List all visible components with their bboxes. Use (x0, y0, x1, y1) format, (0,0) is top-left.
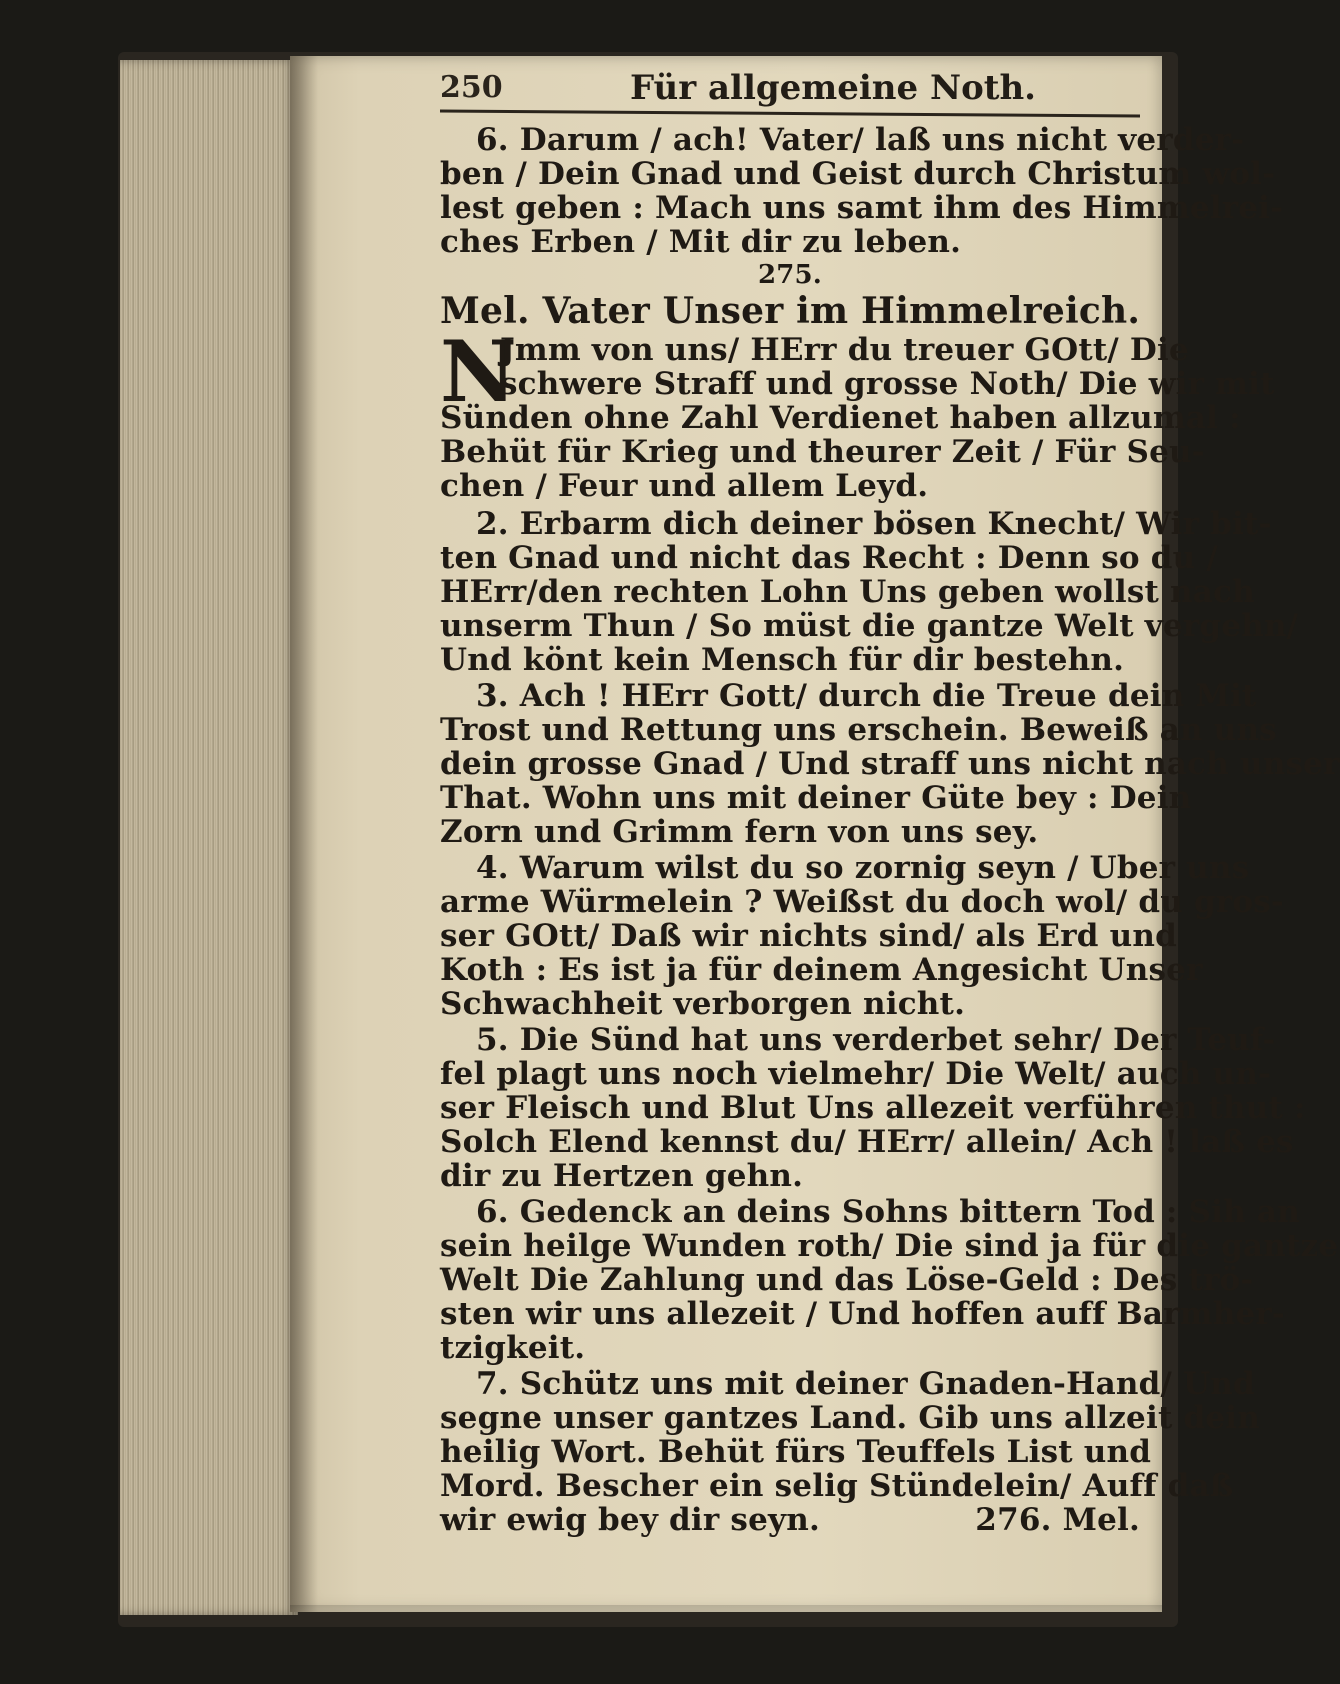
page-edges (120, 60, 298, 1615)
text-line: Koth : Es ist ja für deinem Angesicht Unser (440, 952, 1203, 988)
text-line: Trost und Rettung uns erschein. Beweiß an uns (440, 712, 1277, 748)
text-line: Jmm von uns/ HErr du treuer GOtt/ Die (500, 332, 1189, 368)
text-line: 4. Warum wilst du so zornig seyn / Uber uns (476, 850, 1250, 886)
text-line: 6. Darum / ach! Vater/ laß uns nicht verder- (476, 122, 1245, 158)
text-line: heilig Wort. Behüt fürs Teuffels List und (440, 1434, 1152, 1470)
text-line: Mord. Bescher ein selig Stündelein/ Auff daß (440, 1468, 1234, 1504)
text-line: Zorn und Grimm fern von uns sey. (440, 814, 1039, 850)
text-line: ten Gnad und nicht das Recht : Denn so du / (440, 540, 1218, 576)
text-line: fel plagt uns noch vielmehr/ Die Welt/ auch un- (440, 1056, 1272, 1092)
text-line: dir zu Hertzen gehn. (440, 1158, 804, 1194)
text-line: 6. Gedenck an deins Sohns bittern Tod : Sih an (476, 1194, 1300, 1230)
text-line: sein heilge Wunden roth/ Die sind ja für die gantze (440, 1228, 1339, 1264)
text-line: arme Würmelein ? Weißst du doch wol/ du gros- (440, 884, 1284, 920)
page-header (440, 68, 1140, 110)
text-line: ches Erben / Mit dir zu leben. (440, 224, 962, 260)
gutter-shadow (290, 56, 318, 1612)
text-line: That. Wohn uns mit deiner Güte bey : Dein (440, 780, 1192, 816)
text-line: ser GOtt/ Daß wir nichts sind/ als Erd und (440, 918, 1177, 954)
drop-capital: N (440, 322, 517, 421)
text-line: tzigkeit. (440, 1330, 586, 1366)
text-line: unserm Thun / So müst die gantze Welt vergehn/ (440, 608, 1299, 644)
running-title: Für allgemeine Noth. (630, 68, 1037, 108)
text-line: Behüt für Krieg und theurer Zeit / Für Seu- (440, 434, 1205, 470)
text-line: schwere Straff und grosse Noth/ Die wir mit (500, 366, 1275, 402)
text-line: Welt Die Zahlung und das Löse-Geld : Des trö- (440, 1262, 1254, 1298)
text-line: chen / Feur und allem Leyd. (440, 468, 929, 504)
page-number: 250 (440, 70, 503, 105)
text-line: Sünden ohne Zahl Verdienet haben allzumal : (440, 400, 1241, 436)
text-line: Und könt kein Mensch für dir bestehn. (440, 642, 1125, 678)
melody-heading: Mel. Vater Unser im Himmelreich. (440, 290, 1141, 332)
text-line (440, 1502, 1140, 1538)
text-line: 5. Die Sünd hat uns verderbet sehr/ Der Teuf- (476, 1022, 1276, 1058)
text-line: dein grosse Gnad / Und straff uns nicht nach unser (440, 746, 1340, 782)
text-line: sten wir uns allezeit / Und hoffen auff Barmher- (440, 1296, 1285, 1332)
text-line: 3. Ach ! HErr Gott/ durch die Treue dein Mit (476, 678, 1257, 714)
text-line: lest geben : Mach uns samt ihm des Himmelrei- (440, 190, 1284, 226)
text-line: Solch Elend kennst du/ HErr/ allein/ Ach ! laß es (440, 1124, 1294, 1160)
text-line: ser Fleisch und Blut Uns allezeit verführen thut : (440, 1090, 1306, 1126)
text-line: ben / Dein Gnad und Geist durch Christum wol- (440, 156, 1276, 192)
text-line: Schwachheit verborgen nicht. (440, 986, 966, 1022)
text-line: 7. Schütz uns mit deiner Gnaden-Hand/ Und (476, 1366, 1255, 1402)
text-line: HErr/den rechten Lohn Uns geben wollst nach (440, 574, 1255, 610)
catchword: 276. Mel. (975, 1502, 1140, 1538)
text-line-content: wir ewig bey dir seyn. (440, 1502, 820, 1538)
text-line: 2. Erbarm dich deiner bösen Knecht/ Wir bit- (476, 506, 1272, 542)
text-line: segne unser gantzes Land. Gib uns allzeit dein (440, 1400, 1260, 1436)
page-bottom-shadow (290, 1605, 1162, 1613)
hymn-number: 275. (757, 260, 823, 290)
